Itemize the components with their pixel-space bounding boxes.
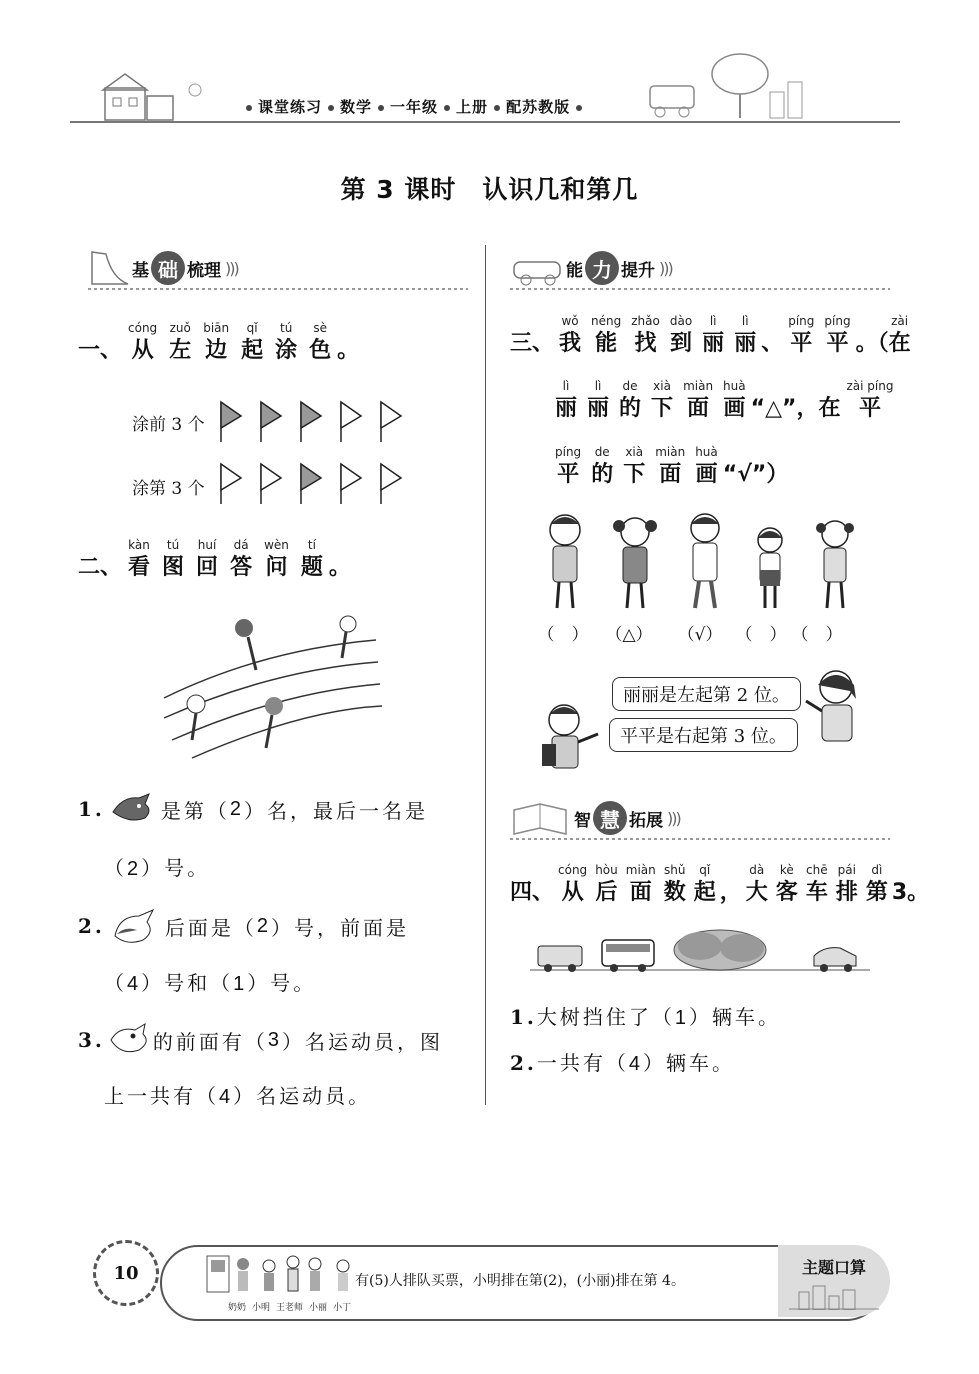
q3-answer-row [535, 620, 875, 645]
speech-bubble-lili: 丽丽是左起第 2 位。 [612, 677, 801, 711]
answer-blank[interactable]: 2 [256, 914, 272, 937]
page-number: 10 [93, 1240, 159, 1306]
flag-icon [261, 464, 281, 504]
section-rule [88, 288, 468, 290]
bullet-icon [494, 105, 500, 111]
girl-speaker-illustration [800, 665, 864, 749]
flag-row-2[interactable] [215, 462, 415, 510]
q2-item-1-cont: （2）号。 [104, 856, 211, 880]
person-icon [263, 1260, 275, 1291]
q2-item-1: 1. 是第（ 2 ）名，最后一名是 [78, 792, 428, 826]
child-icon [816, 521, 854, 608]
bus-icon [602, 940, 654, 972]
header-house-illustration [95, 70, 225, 126]
answer-blank[interactable]: 2 [127, 858, 142, 880]
q4-instruction: 四、 cóng 从 hòu 后 miàn 面 shǔ 数 qǐ 起 ， dà 大 kè 客 chē 车 pái 排 dì 第 3。 [510, 863, 930, 905]
person-icon [287, 1256, 299, 1291]
answer-blank[interactable]: （ ） [537, 625, 589, 645]
q3-line-3: píng 平 de 的 xià 下 miàn 面 huà 画 “√”） [555, 445, 789, 487]
answer-blank[interactable]: 4 [219, 1086, 234, 1108]
child-icon [550, 515, 580, 608]
flag-icon [301, 402, 321, 442]
boy-speaker-illustration [538, 700, 604, 779]
wave-icon: ))) [659, 258, 672, 278]
answer-blank[interactable]: 2 [229, 797, 245, 820]
answer-blank[interactable]: （ ） [791, 625, 843, 645]
q3-line-2: lì 丽 lì 丽 de 的 xià 下 miàn 面 huà 画 “△”，在 zài píng 平 [555, 379, 894, 421]
page-title: 第 3 课时 认识几和第几 [340, 175, 639, 204]
wave-icon: ))) [667, 808, 680, 828]
section-badge-wisdom: 智 慧 拓 展 ))) [510, 798, 890, 840]
answer-blank[interactable]: （ ） [735, 625, 787, 645]
answer-blank[interactable]: 1 [674, 1007, 690, 1029]
queue-names: 奶奶 小明 王老师 小丽 小丁 [228, 1303, 352, 1313]
flag-icon [341, 464, 361, 504]
q2-item-3-cont: 上一共有（4）名运动员。 [104, 1084, 372, 1108]
bullet-icon [576, 105, 582, 111]
person-icon [337, 1260, 349, 1291]
wave-icon: ))) [225, 258, 238, 278]
header-tree-car-illustration [630, 52, 820, 126]
vehicles-tree-illustration [530, 928, 870, 978]
footer-text: 有(5)人排队买票，小明排在第(2)，(小丽)排在第 4。 [355, 1273, 685, 1289]
bird-runner-icon [109, 906, 161, 946]
q2-item-2-cont: （4）号和（1）号。 [104, 971, 317, 995]
flag-row2-label: 涂第 3 个 [132, 479, 205, 499]
queue-illustration [205, 1250, 355, 1304]
book-city-icon [510, 798, 574, 838]
running-track-illustration [162, 610, 382, 764]
truck-icon [538, 946, 582, 972]
flag-icon [341, 402, 361, 442]
bullet-icon [328, 105, 334, 111]
person-icon [237, 1258, 249, 1291]
flag-row1-label: 涂前 3 个 [132, 415, 205, 435]
flag-icon [221, 402, 241, 442]
flag-icon [381, 402, 401, 442]
flag-icon [301, 464, 321, 504]
q3-line-1: 三、 wǒ 我 néng 能 zhǎo 找 dào 到 lì 丽 lì 丽 、 píng 平 píng 平 。（ zài 在 [510, 314, 911, 356]
flag-icon [261, 402, 281, 442]
flag-icon [381, 464, 401, 504]
car-icon [510, 248, 566, 288]
runner-icon [265, 697, 283, 748]
q2-instruction: 二、 kàn 看 tú 图 huí 回 dá 答 wèn 问 tí 题 。 [78, 538, 351, 580]
shark-runner-icon [109, 792, 157, 826]
answer-blank[interactable]: （√） [677, 625, 723, 645]
column-divider [485, 245, 486, 1105]
answer-blank[interactable]: 1 [233, 973, 248, 995]
topic-label: 主题口算 [778, 1245, 890, 1317]
section-rule [510, 838, 890, 840]
flag-icon [221, 464, 241, 504]
answer-blank[interactable]: （△） [605, 625, 653, 645]
q4-item-2: 2.一共有（4）辆车。 [510, 1051, 736, 1075]
header-title: 课堂练习 数学 一年级 上册 配苏教版 [240, 96, 588, 117]
q4-item-1: 1.大树挡住了（1）辆车。 [510, 1005, 782, 1029]
q1-instruction: 一、 cóng 从 zuǒ 左 biān 边 qǐ 起 tú 涂 sè 色 。 [78, 321, 360, 363]
q2-item-2: 2. 后面是（ 2 ）号，前面是 [78, 906, 409, 946]
children-lineup-illustration [535, 510, 865, 619]
car-icon [814, 948, 856, 972]
person-icon [309, 1258, 321, 1291]
section-rule [510, 288, 890, 290]
speech-bubble-pingping: 平平是右起第 3 位。 [609, 718, 798, 752]
runner-icon [235, 619, 256, 670]
tree-icon [674, 930, 766, 970]
section-badge-basic: 基 础 梳 理 ))) [88, 248, 468, 290]
city-skyline-icon [789, 1284, 879, 1310]
bullet-icon [246, 105, 252, 111]
flag-row-1[interactable] [215, 400, 415, 448]
child-icon [691, 514, 719, 608]
fish-runner-icon [107, 1022, 151, 1058]
answer-blank[interactable]: 4 [628, 1053, 644, 1075]
runner-icon [340, 616, 356, 658]
child-icon [758, 528, 782, 608]
child-icon [613, 518, 657, 608]
answer-blank[interactable]: 3 [267, 1028, 283, 1051]
bullet-icon [378, 105, 384, 111]
answer-blank[interactable]: 4 [127, 973, 142, 995]
section-badge-ability: 能 力 提 升 ))) [510, 248, 890, 290]
bullet-icon [444, 105, 450, 111]
q2-item-3: 3. 的前面有（ 3 ）名运动员，图 [78, 1022, 443, 1058]
slide-icon [88, 248, 132, 288]
header-rule [70, 121, 900, 123]
